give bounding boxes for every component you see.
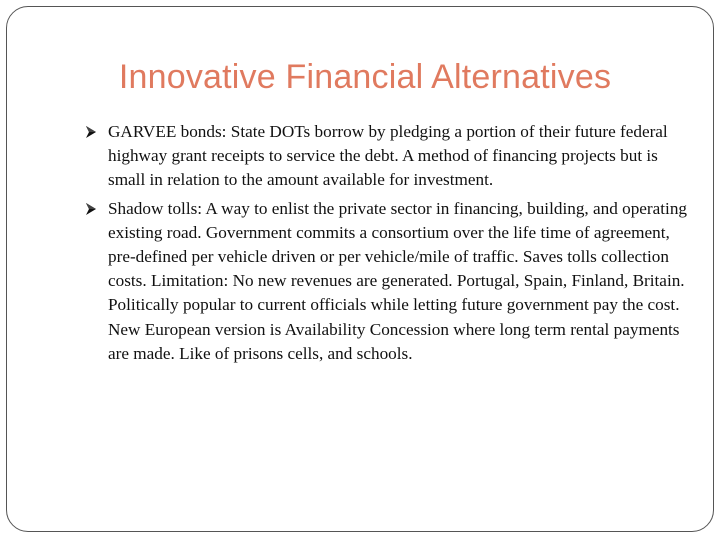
bullet-list [84,120,690,370]
arrow-bullet-icon [84,125,98,139]
arrow-bullet-icon [84,202,98,216]
slide-title: Innovative Financial Alternatives [118,58,612,96]
bullet-text: Shadow tolls: A way to enlist the private sector in financing, building, and operating existing road. Government commits a consortium over the life time of agreement, pre-defined per vehicle driven or per vehicle/mile of traffic. Saves tolls collection costs. Limitation: No new revenues are generated. Portugal, Spain, Finland, Britain. Politically popular to current officials while letting future government pay the cost. New European version is Availability Concession where long term rental payments are made. Like of prisons cells, and schools. [108,198,688,363]
bullet-text: GARVEE bonds: State DOTs borrow by pledging a portion of their future federal highway grant receipts to service the debt. A method of financing projects but is small in relation to the amount available for investment. [108,122,668,190]
bullet-item-shadow-tolls [84,197,690,366]
bullet-item-garvee [84,120,690,193]
